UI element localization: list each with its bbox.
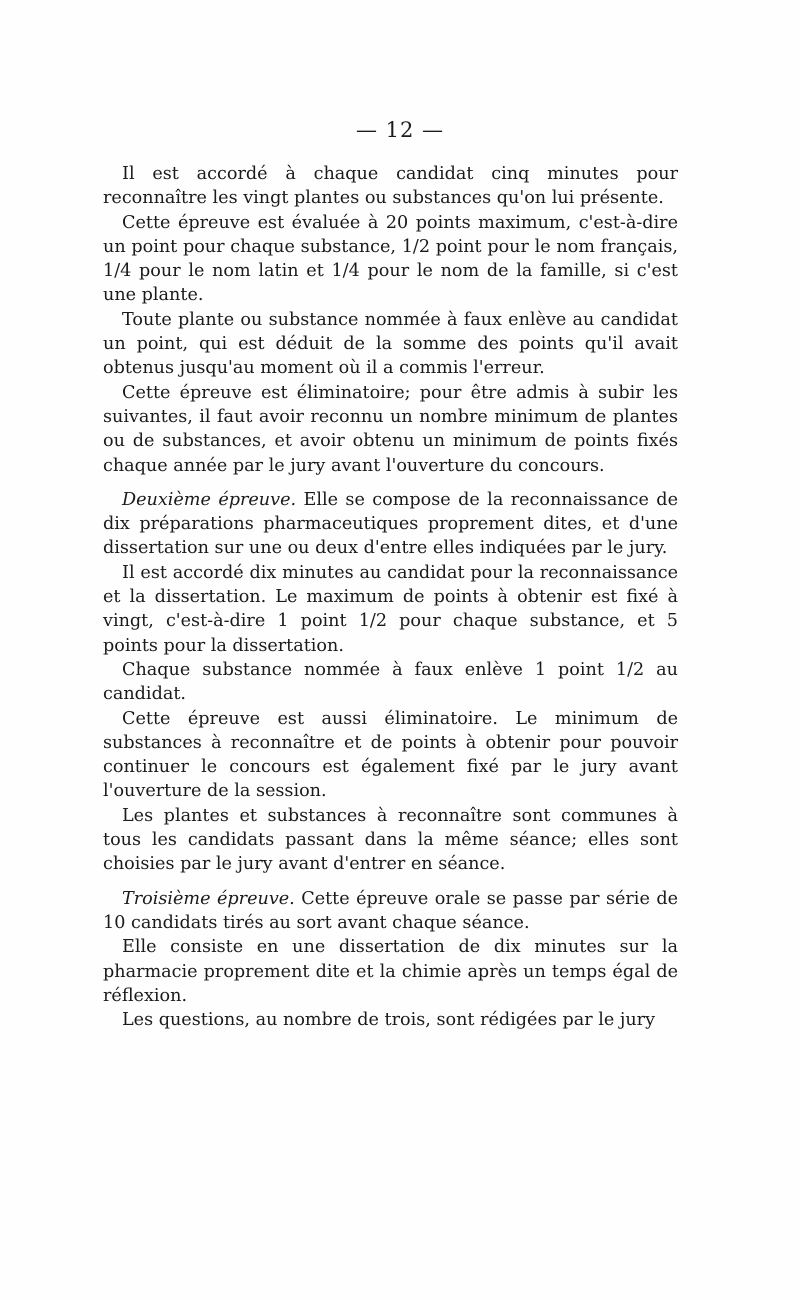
page-number: — 12 — xyxy=(355,118,445,142)
paragraph-third-exam xyxy=(103,887,678,936)
paragraph-second-exam-eliminatory: Cette épreuve est aussi éliminatoire. Le minimum de substances à reconnaître et de points à obtenir pour pouvoir continuer le concours est également fixé par le jury avant l'ouverture de la session. xyxy=(103,708,678,802)
paragraph-third-exam-content: Elle consiste en une dissertation de dix minutes sur la pharmacie proprement dite et la chimie après un temps égal de réflexion. xyxy=(103,937,678,1006)
second-exam-title: Deuxième épreuve. xyxy=(122,489,297,510)
third-exam-text: Cette épreuve orale se passe par série de 10 candidats tirés au sort avant chaque séance. xyxy=(103,888,678,933)
paragraph-reconnaissance-time: Il est accordé à chaque candidat cinq minutes pour reconnaître les vingt plantes ou substances qu'on lui présente. xyxy=(103,164,678,209)
paragraph-scoring: Cette épreuve est évaluée à 20 points maximum, c'est-à-dire un point pour chaque substance, 1/2 point pour le nom français, 1/4 pour le nom latin et 1/4 pour le nom de la famille, si c'est une plante. xyxy=(103,212,678,306)
paragraph-eliminatory: Cette épreuve est éliminatoire; pour être admis à subir les suivantes, il faut avoir reconnu un nombre minimum de plantes ou de substances, et avoir obtenu un minimum de points fixés chaque année par le jury avant l'ouverture du concours. xyxy=(103,382,678,476)
paragraph-second-exam-time: Il est accordé dix minutes au candidat pour la reconnaissance et la dissertation. Le maximum de points à obtenir est fixé à vingt, c'est-à-dire 1 point 1/2 pour chaque substance, et 5 points pour la dissertation. xyxy=(103,562,678,656)
second-exam-text: Elle se compose de la reconnaissance de dix préparations pharmaceutiques proprement dites, et d'une dissertation sur une ou deux d'entre elles indiquées par le jury. xyxy=(103,489,678,559)
paragraph-common-substances: Les plantes et substances à reconnaître sont communes à tous les candidats passant dans la même séance; elles sont choisies par le jury avant d'entrer en séance. xyxy=(103,805,678,875)
paragraph-second-exam-penalty: Chaque substance nommée à faux enlève 1 point 1/2 au candidat. xyxy=(103,659,678,705)
body-text xyxy=(103,162,678,1032)
paragraph-second-exam xyxy=(103,488,678,561)
third-exam-title: Troisième épreuve. xyxy=(122,888,295,909)
paragraph-questions: Les questions, au nombre de trois, sont rédigées par le jury xyxy=(122,1010,656,1031)
paragraph-penalty: Toute plante ou substance nommée à faux enlève au candidat un point, qui est déduit de la somme des points qu'il avait obtenus jusqu'au moment où il a commis l'erreur. xyxy=(103,309,678,379)
